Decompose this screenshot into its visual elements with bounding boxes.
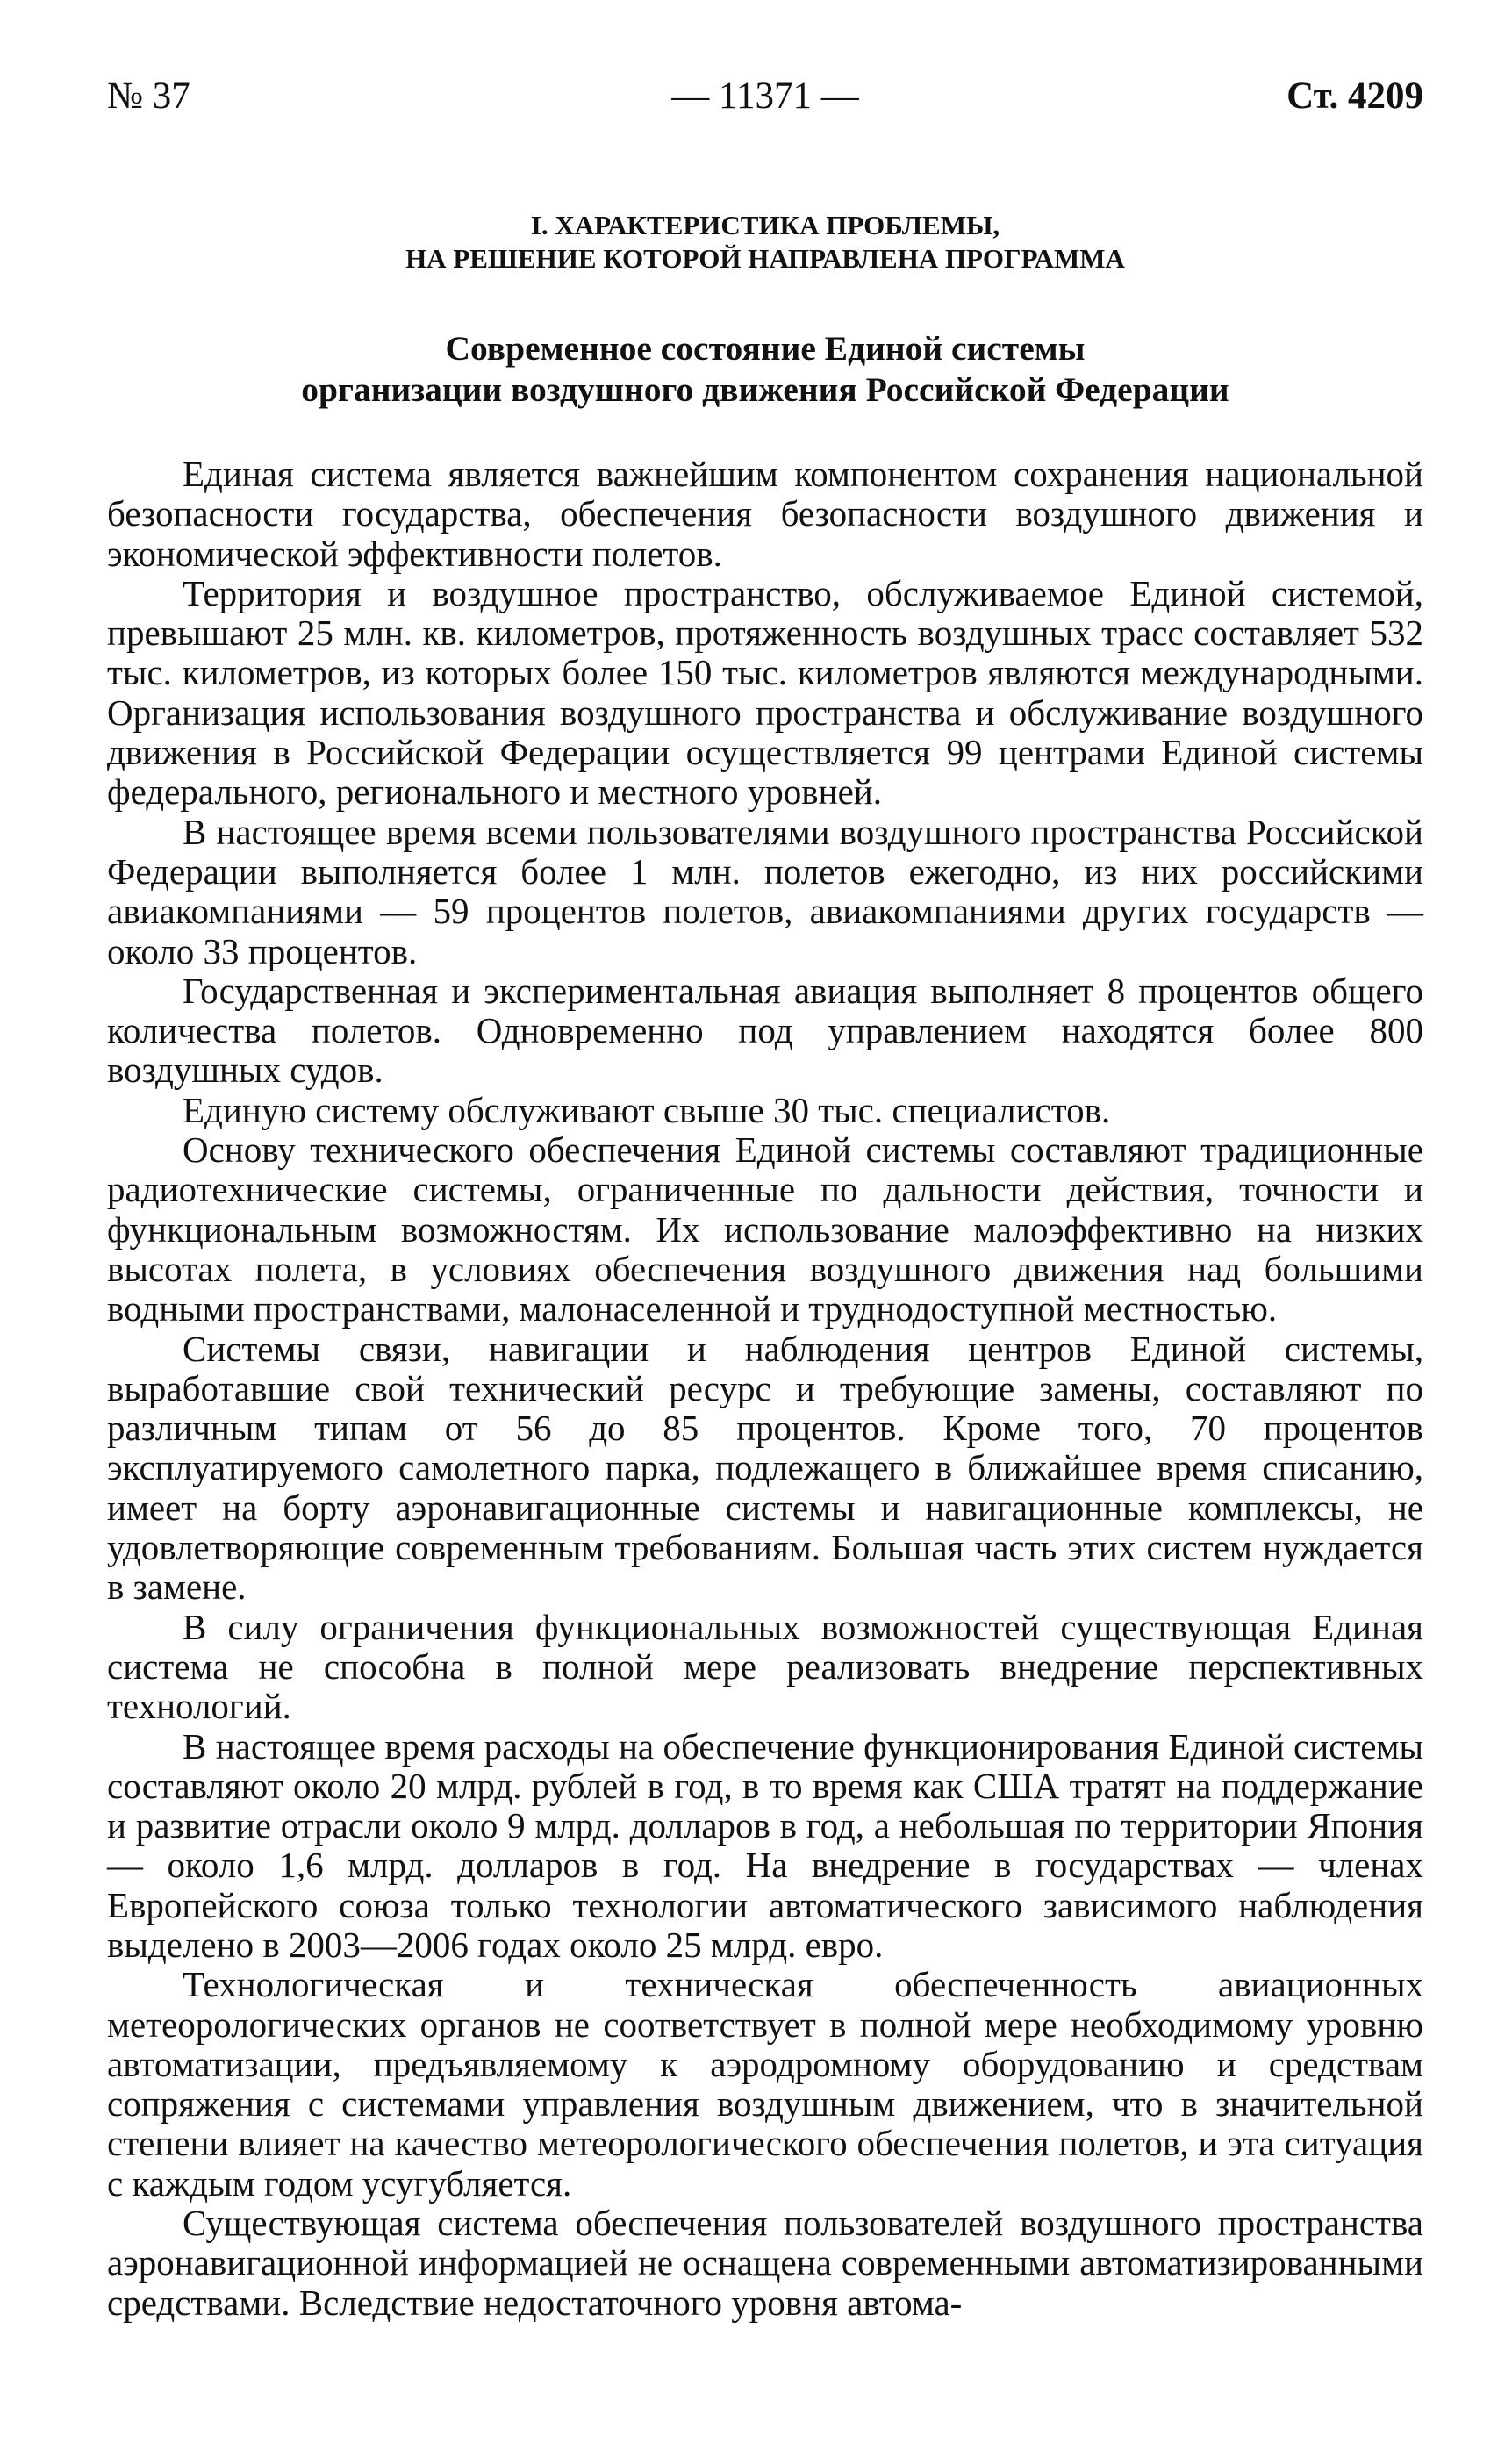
paragraph: Существующая система обеспечения пользователей воздушного пространства аэронавигационной информацией не оснащена современными автоматизированными средствами. Вследствие недостаточного уровня автома- bbox=[107, 2203, 1423, 2323]
paragraph: Единая система является важнейшим компонентом сохранения национальной безопасности государства, обеспечения безопасности воздушного движения и экономической эффективности полетов. bbox=[107, 454, 1423, 574]
paragraph: Территория и воздушное пространство, обслуживаемое Единой системой, превышают 25 млн. кв. километров, протяженность воздушных трасс составляет 532 тыс. километров, из которых более 150 тыс. километров являются международными. Организация использования воздушного пространства и обслуживание воздушного движения в Российской Федерации осуществляется 99 центрами Единой системы федерального, регионального и местного уровней. bbox=[107, 572, 1423, 813]
subsection-heading-line: организации воздушного движения Российской Федерации bbox=[301, 370, 1229, 409]
subsection-heading-line: Современное состояние Единой системы bbox=[445, 329, 1086, 368]
paragraph: Основу технического обеспечения Единой системы составляют традиционные радиотехнические системы, ограниченные по дальности действия, точности и функциональным возможностям. Их использование малоэффективно на низких высотах полета, в условиях обеспечения воздушного движения над большими водными пространствами, малонаселенной и труднодоступной местностью. bbox=[107, 1129, 1423, 1330]
article-number: Ст. 4209 bbox=[1286, 75, 1423, 117]
section-heading-line: I. ХАРАКТЕРИСТИКА ПРОБЛЕМЫ, bbox=[530, 210, 1000, 240]
paragraph: В настоящее время расходы на обеспечение функционирования Единой системы составляют около 20 млрд. рублей в год, в то время как США тратят на поддержание и развитие отрасли около 9 млрд. долларов в год, а небольшая по территории Япония — около 1,6 млрд. долларов в год. На внедрение в государствах — членах Европейского союза только технологии автоматического зависимого наблюдения выделено в 2003—2006 годах около 25 млрд. евро. bbox=[107, 1725, 1423, 1965]
paragraph: В силу ограничения функциональных возможностей существующая Единая система не способна в полной мере реализовать внедрение перспективных технологий. bbox=[107, 1606, 1423, 1727]
issue-number: № 37 bbox=[107, 75, 190, 117]
section-heading-line: НА РЕШЕНИЕ КОТОРОЙ НАПРАВЛЕНА ПРОГРАММА bbox=[405, 243, 1125, 274]
paragraph: Системы связи, навигации и наблюдения центров Единой системы, выработавшие свой технический ресурс и требующие замены, составляют по различным типам от 56 до 85 процентов. Кроме того, 70 процентов эксплуатируемого самолетного парка, подлежащего в ближайшее время списанию, имеет на борту аэронавигационные системы и навигационные комплексы, не удовлетворяющие современным требованиям. Большая часть этих систем нуждается в замене. bbox=[107, 1328, 1423, 1608]
paragraph: В настоящее время всеми пользователями воздушного пространства Российской Федерации выполняется более 1 млн. полетов ежегодно, из них российскими авиакомпаниями — 59 процентов полетов, авиакомпаниями других государств — около 33 процентов. bbox=[107, 811, 1423, 971]
document-page bbox=[107, 70, 1423, 2323]
section-heading bbox=[107, 209, 1423, 276]
page-number: — 11371 — bbox=[671, 75, 859, 117]
paragraph: Технологическая и техническая обеспеченность авиационных метеорологических органов не соответствует в полной мере необходимому уровню автоматизации, предъявляемому к аэродромному оборудованию и средствам сопряжения с системами управления воздушным движением, что в значительной степени влияет на качество метеорологического обеспечения полетов, и эта ситуация с каждым годом усугубляется. bbox=[107, 1964, 1423, 2204]
running-header bbox=[107, 70, 1423, 123]
body-text bbox=[107, 455, 1423, 2323]
paragraph: Государственная и экспериментальная авиация выполняет 8 процентов общего количества полетов. Одновременно под управлением находятся более 800 воздушных судов. bbox=[107, 970, 1423, 1091]
paragraph: Единую систему обслуживают свыше 30 тыс. специалистов. bbox=[183, 1089, 1111, 1130]
subsection-heading bbox=[107, 328, 1423, 411]
